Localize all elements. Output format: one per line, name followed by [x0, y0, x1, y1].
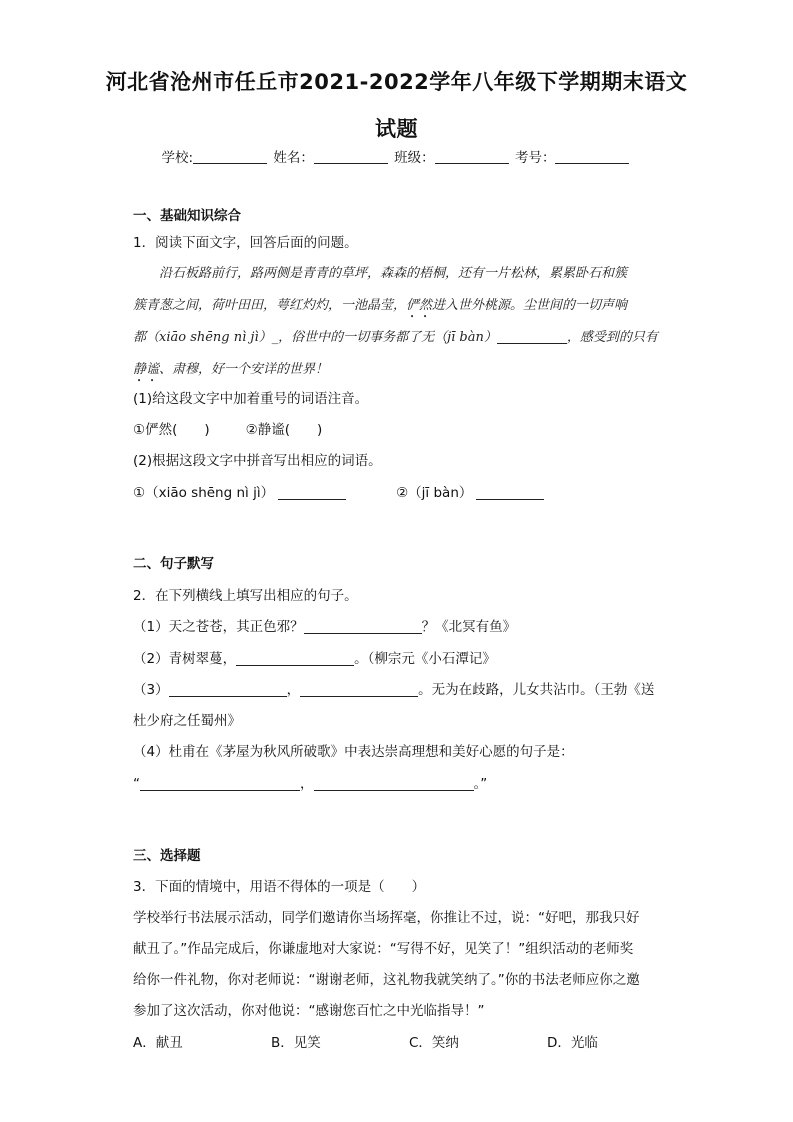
name-field[interactable] — [314, 149, 388, 164]
option-c[interactable]: C．笑纳 — [409, 1035, 459, 1051]
sub-2-item-a: ①（xiāo shēng nì jì） — [133, 485, 275, 501]
recitation-item-2: （2）青树翠蔓， 。（柳宗元《小石潭记》 — [133, 651, 496, 667]
answer-blank[interactable] — [140, 776, 300, 791]
name-label: 姓名： — [273, 150, 314, 166]
sub-2-item-b: ②（jī bàn） — [396, 485, 473, 501]
answer-blank[interactable] — [497, 329, 567, 344]
passage-line: 静谧、肃穆，好一个安详的世界！ — [133, 362, 329, 377]
answer-blank[interactable] — [169, 682, 287, 697]
class-field[interactable] — [435, 149, 509, 164]
question-1-sub-1-items — [133, 421, 322, 439]
emphasized-word-jingmi: 静谧 — [133, 362, 160, 377]
exam-number-field[interactable] — [555, 149, 629, 164]
answer-blank[interactable] — [314, 776, 474, 791]
sub-1-item-a[interactable]: ①俨然( ) — [133, 422, 210, 438]
recitation-item-3: （3） ， 。无为在歧路，儿女共沾巾。（王勃《送 — [133, 682, 655, 698]
question-3-scenario: 学校举行书法展示活动，同学们邀请你当场挥毫，你推让不过，说：“好吧，那我只好 献丑了。”作品完成后，你谦虚地对大家说：“写得不好，见笑了！”组织活动的老师奖 给你一件礼物，你对老师说：“谢谢老师，这礼物我就笑纳了。”你的书法老师应你之邀 参加了这次活动，你对他说：“感谢您百忙之中光临指导！” — [133, 910, 640, 1019]
section-heading-multiple-choice: 三、选择题 — [133, 848, 201, 864]
answer-blank[interactable] — [278, 485, 346, 500]
answer-blank[interactable] — [300, 682, 418, 697]
document-title: 河北省沧州市任丘市2021-2022学年八年级下学期期末语文 — [105, 70, 688, 94]
question-1-sub-2: (2)根据这段文字中拼音写出相应的词语。 — [133, 453, 382, 469]
question-1-prompt: 1．阅读下面文字，回答后面的问题。 — [133, 235, 358, 251]
passage-line: 簇青葱之间，荷叶田田，萼红灼灼，一池晶莹，俨然进入世外桃源。尘世间的一切声响 — [133, 298, 628, 313]
section-heading-recitation: 二、句子默写 — [133, 556, 214, 572]
passage-line: 都（xiāo shēng nì jì）_，俗世中的一切事务都了无（jī bàn） ，感受到的只有 — [133, 330, 658, 345]
passage-line: 沿石板路前行，路两侧是青青的草坪，森森的梧桐，还有一片松林，累累卧石和簇 — [159, 266, 628, 281]
sub-1-item-b[interactable]: ②静谧( ) — [245, 422, 323, 438]
question-1-sub-1: (1)给这段文字中加着重号的词语注音。 — [133, 391, 369, 407]
emphasized-word-yanran: 俨然 — [406, 298, 433, 313]
document-title-continued: 试题 — [375, 117, 418, 141]
exam-number-label: 考号： — [514, 150, 556, 166]
option-a[interactable]: A．献丑 — [133, 1035, 183, 1051]
student-info-row — [0, 146, 793, 166]
section-heading-basic-knowledge: 一、基础知识综合 — [133, 208, 241, 224]
question-1-sub-2-items — [133, 484, 544, 502]
school-label: 学校: — [161, 150, 194, 166]
class-label: 班级： — [394, 150, 435, 166]
option-b[interactable]: B．见笑 — [271, 1035, 321, 1051]
option-d[interactable]: D．光临 — [547, 1035, 598, 1051]
answer-blank[interactable] — [236, 651, 354, 666]
recitation-item-4-blanks: “ ， 。” — [133, 776, 488, 792]
question-2-prompt: 2．在下列横线上填写出相应的句子。 — [133, 588, 358, 604]
question-3-prompt: 3．下面的情境中，用语不得体的一项是（ ） — [133, 879, 426, 895]
school-field[interactable] — [193, 149, 267, 164]
question-3-options — [133, 1034, 685, 1052]
recitation-item-4: （4）杜甫在《茅屋为秋风所破歌》中表达崇高理想和美好心愿的句子是： — [133, 744, 574, 760]
reading-passage — [133, 258, 663, 386]
answer-blank[interactable] — [304, 619, 422, 634]
answer-blank[interactable] — [476, 485, 544, 500]
recitation-item-1: （1）天之苍苍，其正色邪？ ？《北冥有鱼》 — [133, 619, 517, 635]
recitation-item-3-continued: 杜少府之任蜀州》 — [133, 713, 241, 729]
